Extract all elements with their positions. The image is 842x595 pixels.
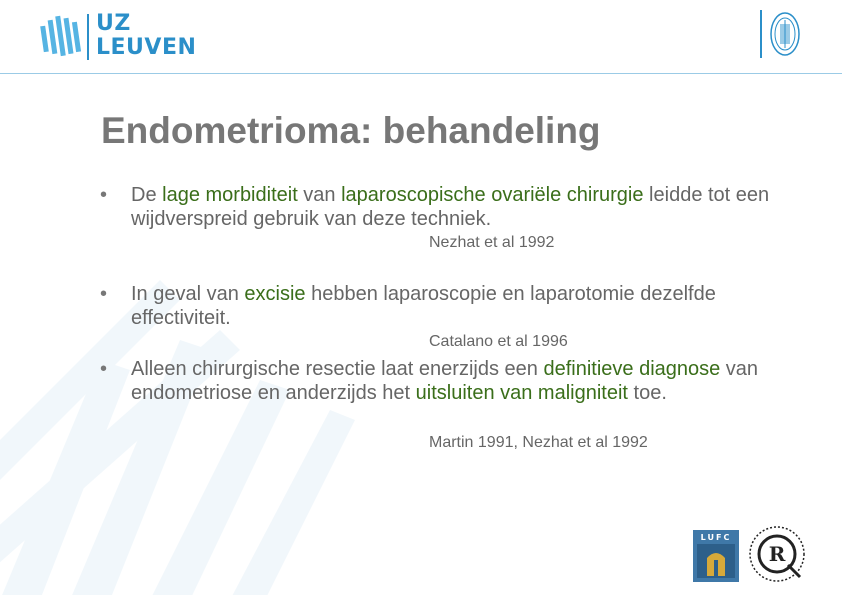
brand-line-1: UZ (96, 11, 131, 36)
text-run: van endometriose en anderzijds het (131, 358, 759, 404)
bullet-text (131, 282, 796, 330)
text-run: toe. (627, 382, 667, 404)
brand-name (96, 12, 196, 60)
highlight-text: uitsluiten van maligniteit (415, 382, 628, 404)
text-run: De (131, 184, 163, 206)
brand-line-2: LEUVEN (96, 35, 197, 60)
page-title: Endometrioma: behandeling (101, 110, 601, 151)
highlight-text: excisie (244, 283, 306, 305)
highlight-text: definitieve diagnose (543, 358, 721, 380)
quality-mark-icon (748, 525, 806, 583)
header-rule (0, 73, 842, 74)
bullet-marker: • (100, 358, 108, 380)
text-run: Alleen chirurgische resectie laat enerzijds een (131, 358, 544, 380)
citation: Nezhat et al 1992 (429, 234, 555, 251)
university-seal-icon (768, 10, 802, 58)
text-run: In geval van (131, 283, 245, 305)
header-divider (760, 10, 762, 58)
bullet-text (131, 357, 796, 405)
text-run: leidde tot een wijdverspreid gebruik van deze techniek. (131, 184, 770, 230)
bullet-marker: • (100, 283, 108, 305)
highlight-text: lage morbiditeit (162, 184, 298, 206)
highlight-text: laparoscopische ovariële chirurgie (341, 184, 644, 206)
bullet-text (131, 183, 796, 231)
citation: Catalano et al 1996 (429, 333, 568, 350)
text-run: hebben laparoscopie en laparotomie dezelfde effectiviteit. (131, 283, 716, 329)
text-run: van (297, 184, 342, 206)
lufc-label: LUFC (700, 533, 732, 542)
citation: Martin 1991, Nezhat et al 1992 (429, 434, 648, 451)
bullet-marker: • (100, 184, 108, 206)
svg-text:R: R (768, 542, 786, 566)
